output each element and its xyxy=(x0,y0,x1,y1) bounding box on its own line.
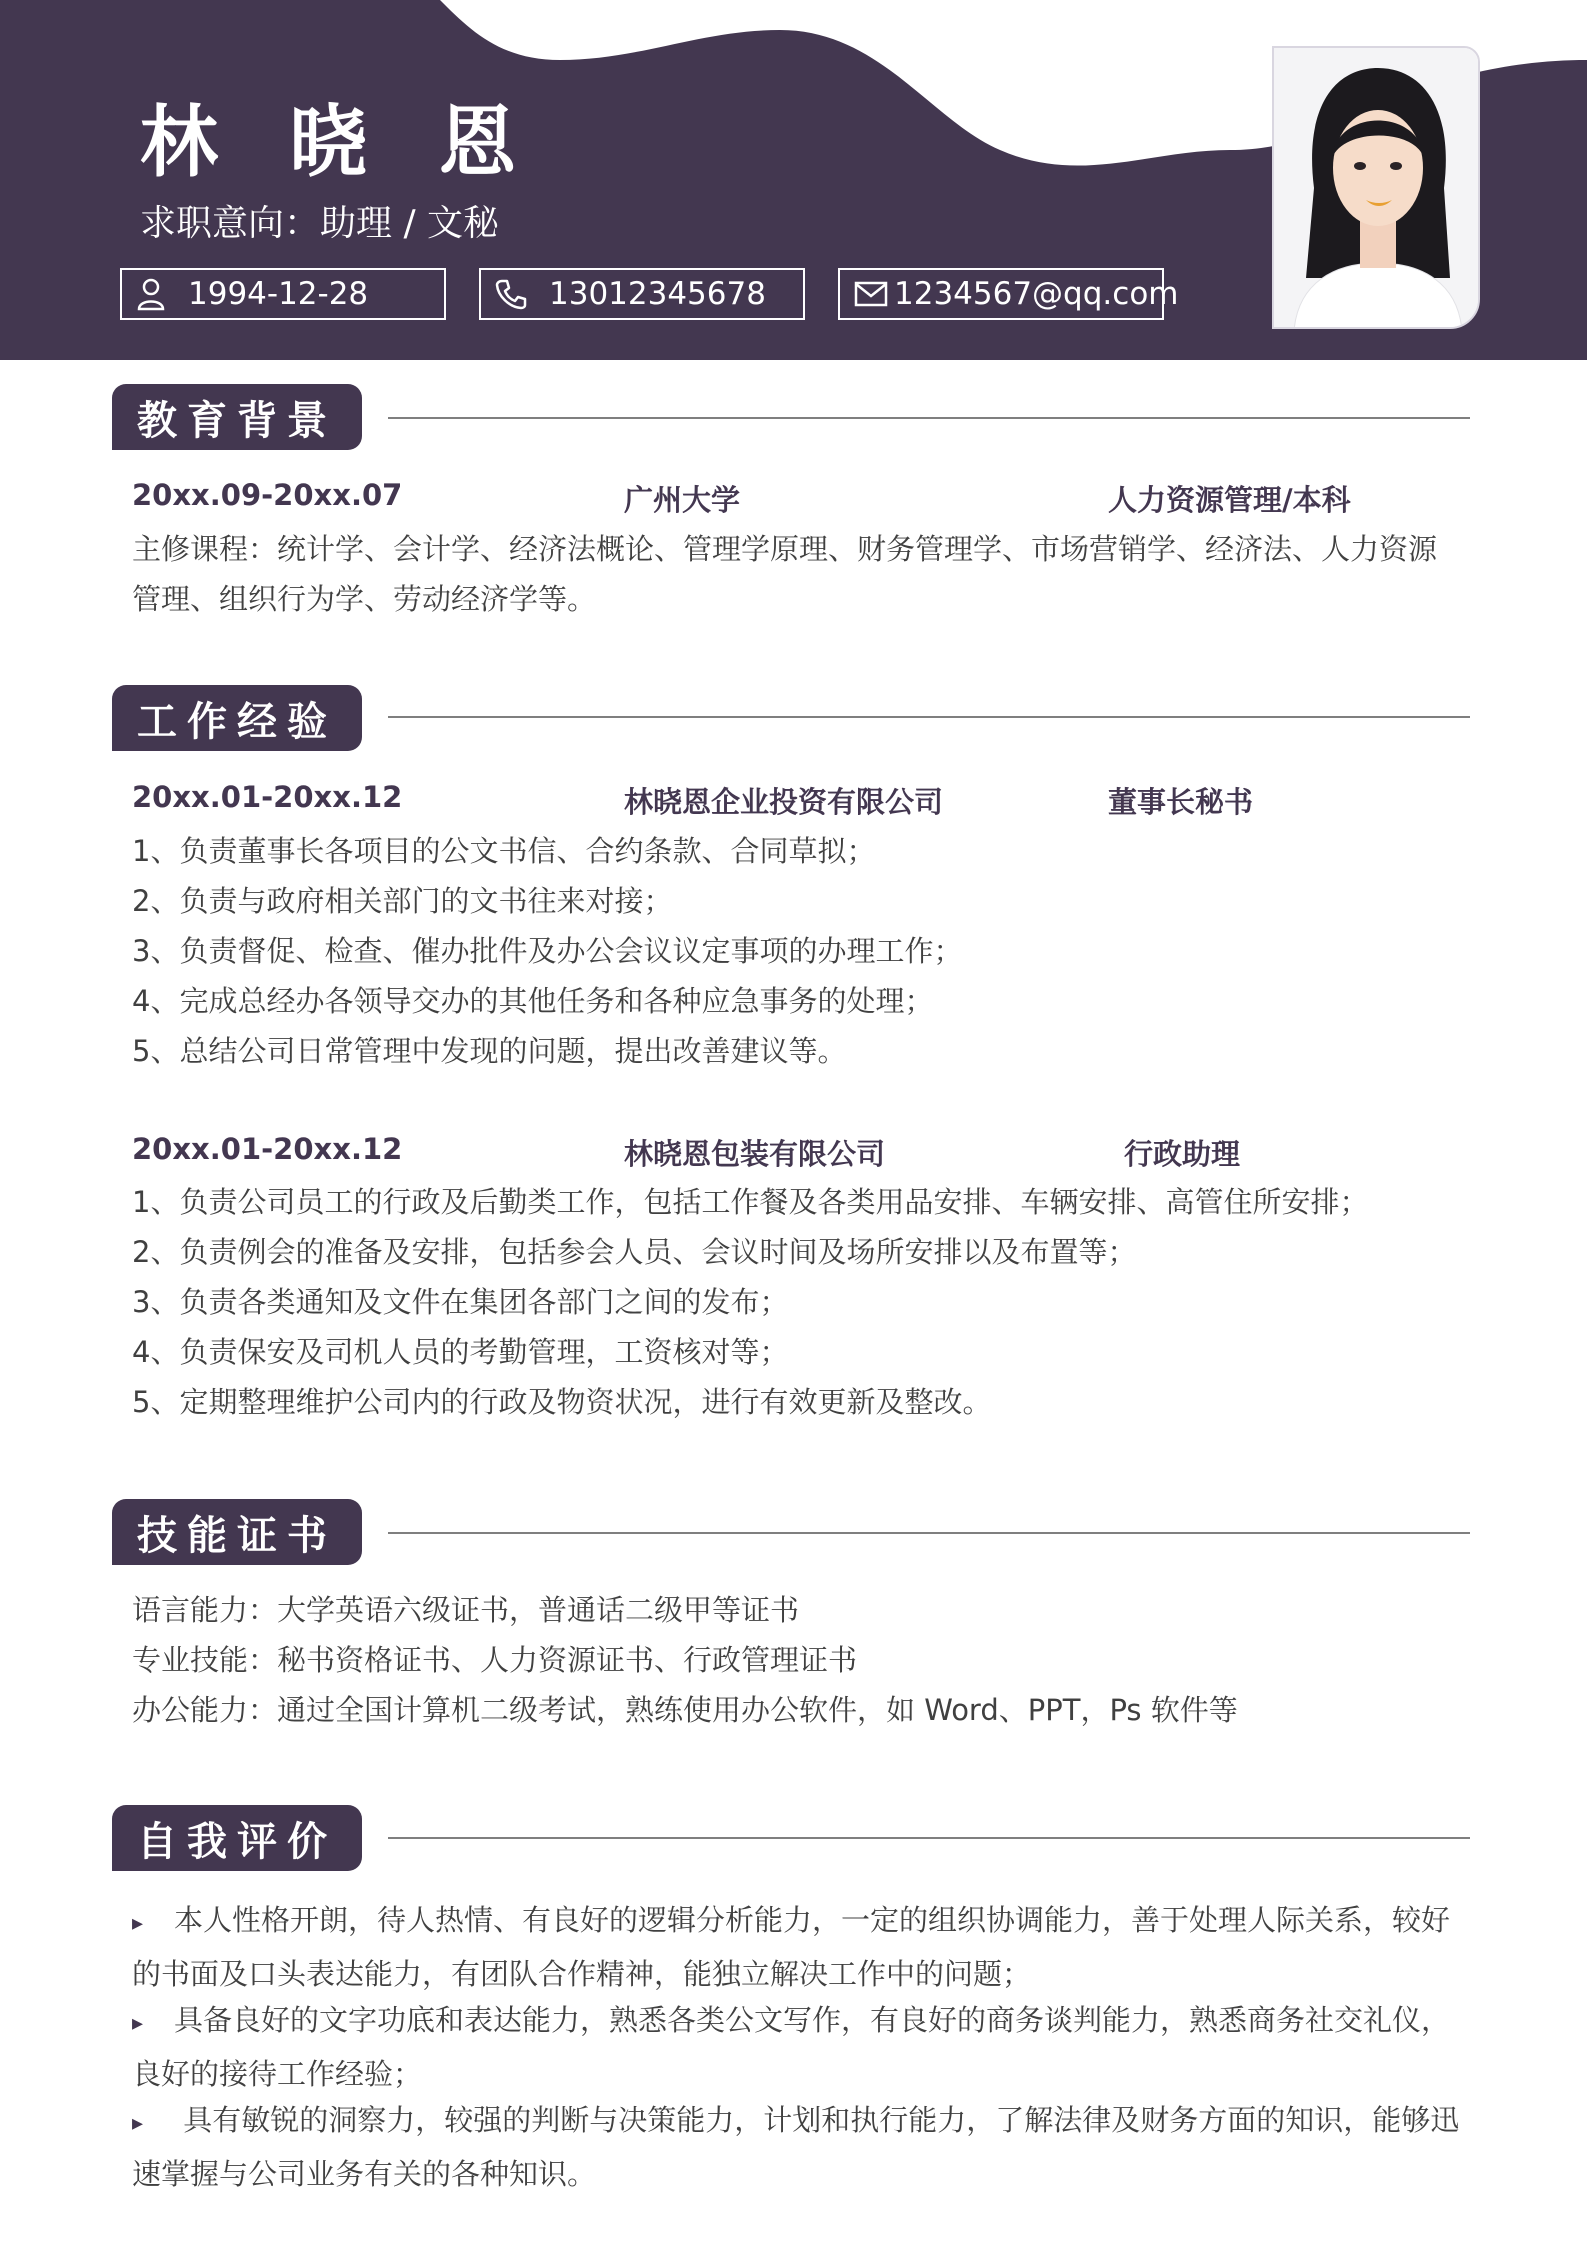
phone-value[interactable]: 13012345678 xyxy=(549,276,766,312)
job-duty: 1、负责董事长各项目的公文书信、合约条款、合同草拟； xyxy=(132,834,876,868)
job-duty: 2、负责例会的准备及安排，包括参会人员、会议时间及场所安排以及布置等； xyxy=(132,1235,1137,1269)
portrait-illustration xyxy=(1274,48,1480,329)
education-period: 20xx.09-20xx.07 xyxy=(132,478,403,512)
section-divider xyxy=(388,1837,1470,1839)
job-period: 20xx.01-20xx.12 xyxy=(132,1132,403,1166)
email-box xyxy=(838,268,1179,320)
self-eval-text: 本人性格开朗，待人热情、有良好的逻辑分析能力，一定的组织协调能力，善于处理人际关系，较好的书面及口头表达能力，有团队合作精神，能独立解决工作中的问题； xyxy=(132,1903,1451,1991)
birthday-box xyxy=(120,268,446,320)
job-duty: 4、完成总经办各领导交办的其他任务和各种应急事务的处理； xyxy=(132,984,934,1018)
candidate-name: 林 晓 恩 xyxy=(140,98,539,188)
job-duty: 4、负责保安及司机人员的考勤管理，工资核对等； xyxy=(132,1335,789,1369)
job-intent-label: 求职意向： xyxy=(140,203,321,244)
section-title-self-eval: 自我评价 xyxy=(112,1805,362,1871)
profile-photo xyxy=(1272,46,1480,329)
skill-line: 办公能力：通过全国计算机二级考试，熟练使用办公软件，如 Word、PPT，Ps 软件等 xyxy=(132,1693,1238,1727)
phone-box xyxy=(479,268,805,320)
job-duty: 5、定期整理维护公司内的行政及物资状况，进行有效更新及整改。 xyxy=(132,1385,992,1419)
job-period: 20xx.01-20xx.12 xyxy=(132,780,403,814)
job-role: 行政助理 xyxy=(1124,1137,1241,1171)
phone-icon xyxy=(495,278,527,310)
mail-icon xyxy=(854,281,888,307)
bullet-icon: ▸ xyxy=(132,2111,144,2136)
skill-line: 语言能力：大学英语六级证书，普通话二级甲等证书 xyxy=(132,1593,800,1627)
section-divider xyxy=(388,716,1470,718)
section-title-skills: 技能证书 xyxy=(112,1499,362,1565)
education-major: 人力资源管理/本科 xyxy=(1108,483,1351,517)
self-eval-text: 具有敏锐的洞察力，较强的判断与决策能力，计划和执行能力，了解法律及财务方面的知识，能够迅速掌握与公司业务有关的各种知识。 xyxy=(132,2103,1460,2191)
section-divider xyxy=(388,1532,1470,1534)
job-role: 董事长秘书 xyxy=(1108,785,1254,819)
job-duty: 3、负责督促、检查、催办批件及办公会议议定事项的办理工作； xyxy=(132,934,963,968)
section-divider xyxy=(388,417,1470,419)
job-duty: 1、负责公司员工的行政及后勤类工作，包括工作餐及各类用品安排、车辆安排、高管住所安排； xyxy=(132,1185,1369,1219)
job-duty: 2、负责与政府相关部门的文书往来对接； xyxy=(132,884,673,918)
email-value[interactable]: 1234567@qq.com xyxy=(894,276,1179,312)
job-intent xyxy=(140,195,499,246)
skill-line: 专业技能：秘书资格证书、人力资源证书、行政管理证书 xyxy=(132,1643,858,1677)
education-courses-line2: 管理、组织行为学、劳动经济学等。 xyxy=(132,582,597,616)
job-duty: 3、负责各类通知及文件在集团各部门之间的发布； xyxy=(132,1285,789,1319)
self-eval-item xyxy=(132,1895,1472,1999)
education-courses-line1: 主修课程：统计学、会计学、经济法概论、管理学原理、财务管理学、市场营销学、经济法、人力资源 xyxy=(132,532,1438,566)
section-title-work: 工作经验 xyxy=(112,685,362,751)
job-company: 林晓恩包装有限公司 xyxy=(624,1137,886,1171)
person-icon xyxy=(136,277,166,311)
job-company: 林晓恩企业投资有限公司 xyxy=(624,785,944,819)
job-intent-value: 助理 / 文秘 xyxy=(320,203,500,244)
self-eval-item xyxy=(132,2095,1472,2199)
self-eval-item xyxy=(132,1995,1472,2099)
bullet-icon: ▸ xyxy=(132,2011,144,2036)
birthday-value: 1994-12-28 xyxy=(188,276,369,312)
self-eval-text: 具备良好的文字功底和表达能力，熟悉各类公文写作，有良好的商务谈判能力，熟悉商务社交礼仪，良好的接待工作经验； xyxy=(132,2003,1451,2091)
education-school: 广州大学 xyxy=(624,483,741,517)
section-title-education: 教育背景 xyxy=(112,384,362,450)
job-duty: 5、总结公司日常管理中发现的问题，提出改善建议等。 xyxy=(132,1034,847,1068)
bullet-icon: ▸ xyxy=(132,1911,144,1936)
